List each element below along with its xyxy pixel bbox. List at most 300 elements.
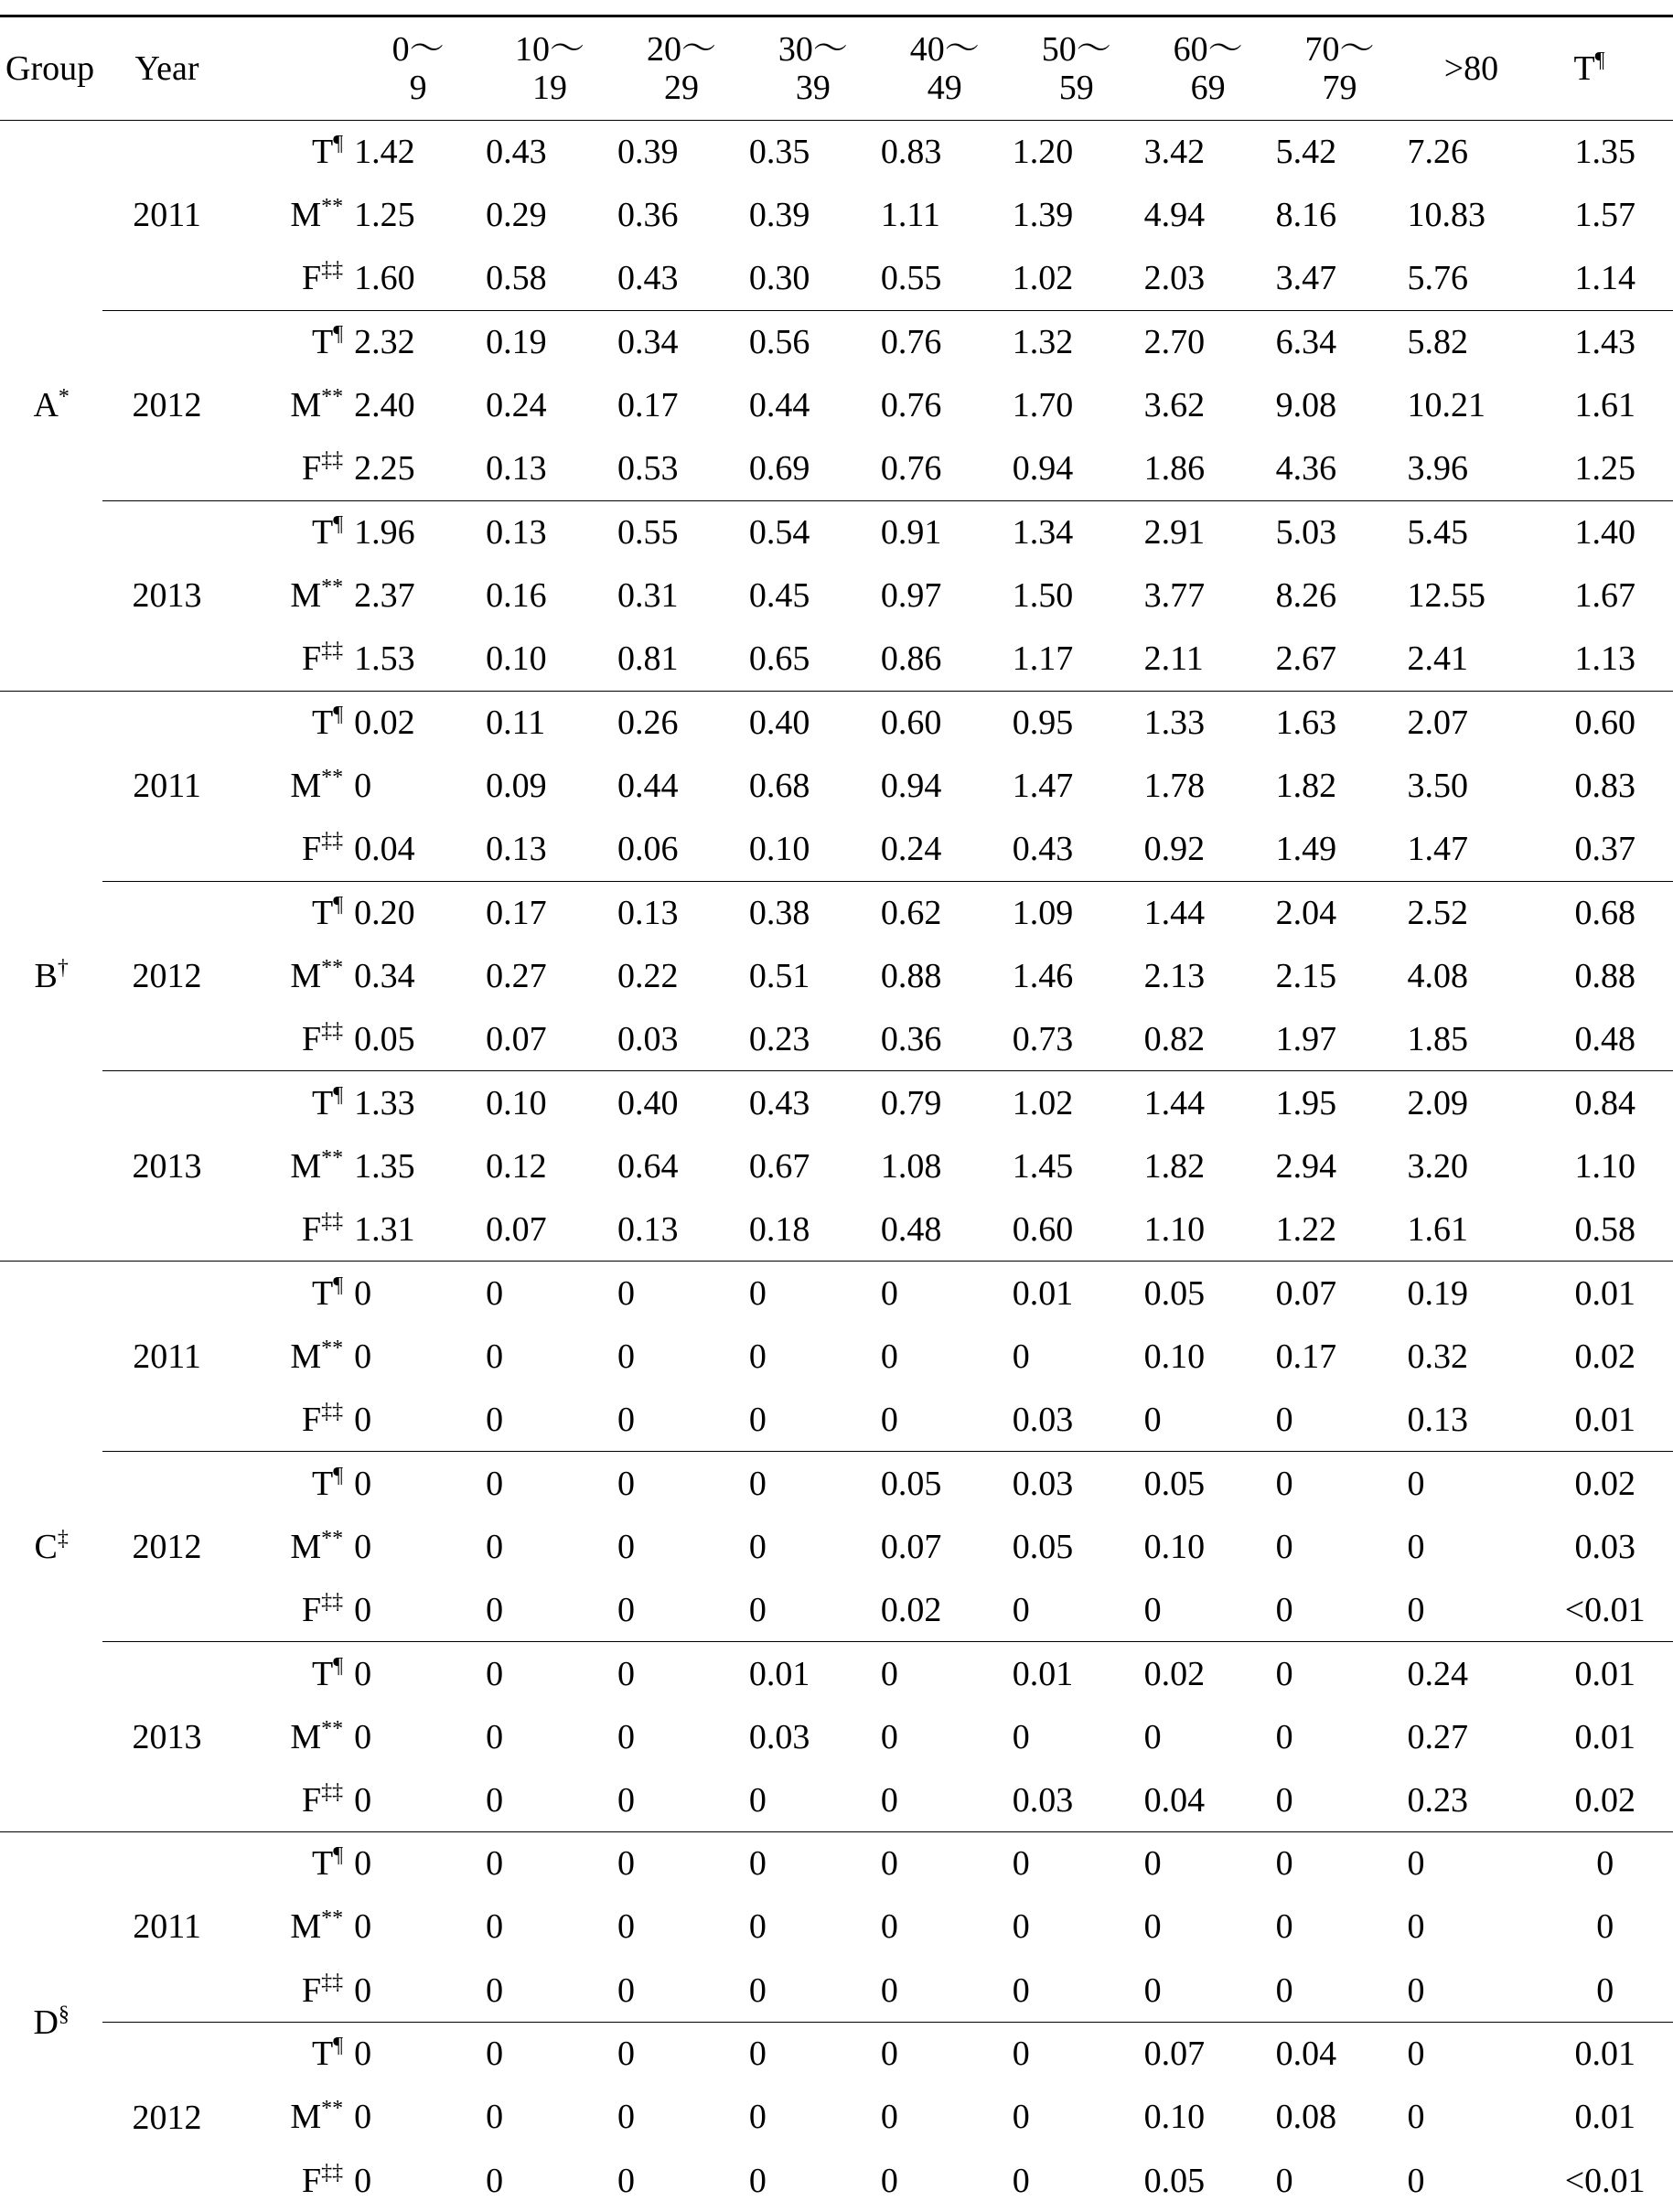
value-cell: 0.24 <box>1406 1642 1538 1705</box>
value-cell: 0 <box>1274 1642 1406 1705</box>
sex-label: M** <box>231 944 352 1007</box>
value-cell: 0 <box>352 1705 484 1768</box>
value-cell: 0.03 <box>1011 1388 1142 1451</box>
value-cell: 0.62 <box>879 881 1011 944</box>
value-cell: 2.15 <box>1274 944 1406 1007</box>
value-cell: 0.10 <box>1142 1325 1274 1388</box>
value-cell: 0 <box>616 1642 747 1705</box>
value-cell: 0 <box>879 1325 1011 1388</box>
value-cell: 1.44 <box>1142 881 1274 944</box>
year-label: 2012 <box>102 2022 231 2212</box>
table-row <box>0 1959 1673 2022</box>
value-cell: 0 <box>1011 2022 1142 2085</box>
value-cell: 0.64 <box>616 1134 747 1197</box>
sex-label: T¶ <box>231 1832 352 1895</box>
header-age-80plus: >80 <box>1406 16 1538 121</box>
value-cell: 0 <box>879 2149 1011 2212</box>
value-cell: 1.53 <box>352 628 484 691</box>
value-cell: 0 <box>747 1895 879 1959</box>
value-cell: 1.08 <box>879 1134 1011 1197</box>
value-cell: 0.30 <box>747 247 879 310</box>
value-cell: 1.17 <box>1011 628 1142 691</box>
value-cell: 2.04 <box>1274 881 1406 944</box>
total-cell: 1.13 <box>1537 628 1673 691</box>
sex-label: F‡‡ <box>231 1578 352 1641</box>
value-cell: 0.13 <box>616 881 747 944</box>
value-cell: 0.13 <box>484 818 616 881</box>
value-cell: 0 <box>616 1388 747 1451</box>
table-row <box>0 184 1673 247</box>
sex-label: F‡‡ <box>231 247 352 310</box>
value-cell: 0.05 <box>1142 2149 1274 2212</box>
value-cell: 0 <box>484 2022 616 2085</box>
total-cell: 1.40 <box>1537 500 1673 564</box>
value-cell: 0 <box>747 1325 879 1388</box>
value-cell: 0 <box>879 1832 1011 1895</box>
table-row <box>0 247 1673 310</box>
value-cell: 0.16 <box>484 564 616 628</box>
value-cell: 1.70 <box>1011 374 1142 437</box>
value-cell: 0 <box>1274 1895 1406 1959</box>
year-label: 2011 <box>102 1262 231 1452</box>
table-body <box>0 121 1673 2212</box>
group-label: C‡ <box>0 1262 102 1832</box>
value-cell: 0 <box>616 1325 747 1388</box>
value-cell: 0 <box>747 1768 879 1831</box>
header-age-0: 0～ 9 <box>352 16 484 121</box>
value-cell: 8.26 <box>1274 564 1406 628</box>
value-cell: 0 <box>616 1452 747 1515</box>
value-cell: 6.34 <box>1274 310 1406 373</box>
total-cell: 0.60 <box>1537 691 1673 754</box>
table-row <box>0 1262 1673 1325</box>
value-cell: 0 <box>1011 1895 1142 1959</box>
value-cell: 0 <box>484 1578 616 1641</box>
total-cell: 0.01 <box>1537 1262 1673 1325</box>
value-cell: 0 <box>1142 1388 1274 1451</box>
value-cell: 0 <box>352 1388 484 1451</box>
value-cell: 0 <box>352 1895 484 1959</box>
total-cell: 1.43 <box>1537 310 1673 373</box>
value-cell: 0 <box>616 1959 747 2022</box>
year-label: 2011 <box>102 1832 231 2023</box>
value-cell: 0 <box>1011 1832 1142 1895</box>
table-row <box>0 564 1673 628</box>
total-cell: 1.61 <box>1537 374 1673 437</box>
value-cell: 1.44 <box>1142 1071 1274 1134</box>
total-cell: 1.35 <box>1537 121 1673 184</box>
value-cell: 0.13 <box>1406 1388 1538 1451</box>
value-cell: 3.96 <box>1406 437 1538 500</box>
value-cell: 0.43 <box>747 1071 879 1134</box>
value-cell: 5.82 <box>1406 310 1538 373</box>
value-cell: 0 <box>1142 1705 1274 1768</box>
value-cell: 9.08 <box>1274 374 1406 437</box>
value-cell: 0 <box>484 1832 616 1895</box>
value-cell: 1.33 <box>352 1071 484 1134</box>
value-cell: 0 <box>879 2086 1011 2149</box>
total-cell: 0.02 <box>1537 1768 1673 1831</box>
value-cell: 0 <box>616 1705 747 1768</box>
value-cell: 0 <box>1274 1578 1406 1641</box>
value-cell: 1.25 <box>352 184 484 247</box>
value-cell: 0.23 <box>1406 1768 1538 1831</box>
value-cell: 0.04 <box>1274 2022 1406 2085</box>
value-cell: 0.06 <box>616 818 747 881</box>
value-cell: 0.34 <box>616 310 747 373</box>
value-cell: 0.58 <box>484 247 616 310</box>
value-cell: 1.47 <box>1406 818 1538 881</box>
header-age-60: 60～ 69 <box>1142 16 1274 121</box>
value-cell: 0.39 <box>616 121 747 184</box>
value-cell: 0.34 <box>352 944 484 1007</box>
value-cell: 0.31 <box>616 564 747 628</box>
value-cell: 0 <box>352 1515 484 1578</box>
table-row <box>0 1895 1673 1959</box>
sex-label: F‡‡ <box>231 2149 352 2212</box>
table-row <box>0 121 1673 184</box>
value-cell: 0 <box>352 1262 484 1325</box>
value-cell: 0.76 <box>879 374 1011 437</box>
total-cell: 0.48 <box>1537 1008 1673 1071</box>
value-cell: 0.92 <box>1142 818 1274 881</box>
value-cell: 0.29 <box>484 184 616 247</box>
value-cell: 2.41 <box>1406 628 1538 691</box>
value-cell: 5.03 <box>1274 500 1406 564</box>
value-cell: 0.39 <box>747 184 879 247</box>
value-cell: 0.04 <box>1142 1768 1274 1831</box>
value-cell: 5.76 <box>1406 247 1538 310</box>
value-cell: 3.20 <box>1406 1134 1538 1197</box>
sex-label: F‡‡ <box>231 1198 352 1262</box>
table-row <box>0 2022 1673 2085</box>
value-cell: 1.42 <box>352 121 484 184</box>
value-cell: 0 <box>484 1705 616 1768</box>
value-cell: 0.13 <box>484 437 616 500</box>
value-cell: 0 <box>352 2149 484 2212</box>
header-sex <box>231 16 352 121</box>
total-cell: 0 <box>1537 1832 1673 1895</box>
sex-label: T¶ <box>231 310 352 373</box>
value-cell: 0 <box>1274 1705 1406 1768</box>
value-cell: 0 <box>747 1959 879 2022</box>
value-cell: 2.32 <box>352 310 484 373</box>
sex-label: F‡‡ <box>231 1768 352 1831</box>
sex-label: M** <box>231 564 352 628</box>
value-cell: 0.83 <box>879 121 1011 184</box>
value-cell: 0.67 <box>747 1134 879 1197</box>
header-group: Group <box>0 16 102 121</box>
value-cell: 0.53 <box>616 437 747 500</box>
total-cell: 1.14 <box>1537 247 1673 310</box>
value-cell: 0.27 <box>484 944 616 1007</box>
value-cell: 2.91 <box>1142 500 1274 564</box>
value-cell: 0 <box>1274 2149 1406 2212</box>
table-row <box>0 1768 1673 1831</box>
value-cell: 1.34 <box>1011 500 1142 564</box>
value-cell: 0 <box>1142 1832 1274 1895</box>
value-cell: 0.43 <box>1011 818 1142 881</box>
value-cell: 0 <box>484 1388 616 1451</box>
group-label: A* <box>0 121 102 692</box>
value-cell: 1.61 <box>1406 1198 1538 1262</box>
table-row <box>0 1452 1673 1515</box>
value-cell: 1.10 <box>1142 1198 1274 1262</box>
table-row <box>0 500 1673 564</box>
table-row <box>0 1008 1673 1071</box>
header-year: Year <box>102 16 231 121</box>
sex-label: F‡‡ <box>231 1008 352 1071</box>
sex-label: M** <box>231 1325 352 1388</box>
value-cell: 0 <box>1406 1959 1538 2022</box>
table-row <box>0 691 1673 754</box>
value-cell: 0 <box>747 1578 879 1641</box>
total-cell: 0.01 <box>1537 1388 1673 1451</box>
value-cell: 0 <box>747 2022 879 2085</box>
value-cell: 0.76 <box>879 437 1011 500</box>
value-cell: 0.17 <box>616 374 747 437</box>
value-cell: 0.44 <box>747 374 879 437</box>
value-cell: 3.50 <box>1406 754 1538 817</box>
value-cell: 2.11 <box>1142 628 1274 691</box>
total-cell: 0.37 <box>1537 818 1673 881</box>
value-cell: 1.60 <box>352 247 484 310</box>
value-cell: 0.95 <box>1011 691 1142 754</box>
table-row <box>0 944 1673 1007</box>
total-cell: 0 <box>1537 1959 1673 2022</box>
value-cell: 0.24 <box>879 818 1011 881</box>
value-cell: 0 <box>1011 1578 1142 1641</box>
table-row <box>0 1515 1673 1578</box>
value-cell: 0 <box>352 754 484 817</box>
value-cell: 5.45 <box>1406 500 1538 564</box>
value-cell: 0 <box>352 2022 484 2085</box>
value-cell: 0 <box>747 2149 879 2212</box>
header-age-10: 10～ 19 <box>484 16 616 121</box>
table-row <box>0 1705 1673 1768</box>
total-cell: 0.88 <box>1537 944 1673 1007</box>
value-cell: 0 <box>616 2149 747 2212</box>
value-cell: 0 <box>879 1705 1011 1768</box>
value-cell: 0 <box>484 1452 616 1515</box>
value-cell: 1.11 <box>879 184 1011 247</box>
value-cell: 0.01 <box>1011 1642 1142 1705</box>
value-cell: 0.97 <box>879 564 1011 628</box>
value-cell: 0.01 <box>747 1642 879 1705</box>
value-cell: 0.51 <box>747 944 879 1007</box>
value-cell: 0 <box>1406 1895 1538 1959</box>
value-cell: 10.21 <box>1406 374 1538 437</box>
value-cell: 1.33 <box>1142 691 1274 754</box>
value-cell: 1.96 <box>352 500 484 564</box>
value-cell: 0 <box>879 1895 1011 1959</box>
value-cell: 0 <box>352 2086 484 2149</box>
total-cell: 1.10 <box>1537 1134 1673 1197</box>
value-cell: 0.94 <box>879 754 1011 817</box>
value-cell: 0.88 <box>879 944 1011 1007</box>
value-cell: 0 <box>747 1388 879 1451</box>
value-cell: 1.39 <box>1011 184 1142 247</box>
value-cell: 0.07 <box>1142 2022 1274 2085</box>
sex-label: F‡‡ <box>231 628 352 691</box>
header-total: T¶ <box>1537 16 1673 121</box>
value-cell: 2.94 <box>1274 1134 1406 1197</box>
value-cell: 4.36 <box>1274 437 1406 500</box>
value-cell: 0.22 <box>616 944 747 1007</box>
year-label: 2013 <box>102 1071 231 1262</box>
value-cell: 0 <box>352 1768 484 1831</box>
value-cell: 1.31 <box>352 1198 484 1262</box>
value-cell: 0.36 <box>616 184 747 247</box>
value-cell: 0 <box>484 1895 616 1959</box>
value-cell: 2.37 <box>352 564 484 628</box>
table-row <box>0 1198 1673 1262</box>
value-cell: 0 <box>1142 1895 1274 1959</box>
value-cell: 0.60 <box>879 691 1011 754</box>
value-cell: 0.02 <box>1142 1642 1274 1705</box>
value-cell: 0 <box>484 1515 616 1578</box>
sex-label: F‡‡ <box>231 1388 352 1451</box>
value-cell: 0.10 <box>747 818 879 881</box>
header-age-50: 50～ 59 <box>1011 16 1142 121</box>
value-cell: 0 <box>1406 2149 1538 2212</box>
value-cell: 1.02 <box>1011 1071 1142 1134</box>
value-cell: 0 <box>747 1262 879 1325</box>
value-cell: 0.24 <box>484 374 616 437</box>
header-age-30: 30～ 39 <box>747 16 879 121</box>
year-label: 2011 <box>102 691 231 881</box>
value-cell: 0.48 <box>879 1198 1011 1262</box>
value-cell: 0 <box>1406 2022 1538 2085</box>
value-cell: 0.17 <box>484 881 616 944</box>
value-cell: 0.20 <box>352 881 484 944</box>
value-cell: 0 <box>616 2022 747 2085</box>
total-cell: 0.02 <box>1537 1325 1673 1388</box>
value-cell: 0.79 <box>879 1071 1011 1134</box>
value-cell: 0.73 <box>1011 1008 1142 1071</box>
value-cell: 0 <box>1274 1959 1406 2022</box>
value-cell: 2.52 <box>1406 881 1538 944</box>
value-cell: 0 <box>879 1388 1011 1451</box>
value-cell: 0 <box>879 1262 1011 1325</box>
value-cell: 0 <box>484 1642 616 1705</box>
value-cell: 2.25 <box>352 437 484 500</box>
total-cell: 0.84 <box>1537 1071 1673 1134</box>
value-cell: 0.40 <box>747 691 879 754</box>
value-cell: 0 <box>484 2149 616 2212</box>
value-cell: 1.85 <box>1406 1008 1538 1071</box>
value-cell: 0.65 <box>747 628 879 691</box>
header-age-20: 20～ 29 <box>616 16 747 121</box>
value-cell: 3.42 <box>1142 121 1274 184</box>
total-cell: 0.01 <box>1537 2086 1673 2149</box>
value-cell: 0.19 <box>1406 1262 1538 1325</box>
value-cell: 2.09 <box>1406 1071 1538 1134</box>
total-cell: <0.01 <box>1537 1578 1673 1641</box>
table-row <box>0 374 1673 437</box>
value-cell: 0.04 <box>352 818 484 881</box>
total-cell: 0.83 <box>1537 754 1673 817</box>
value-cell: 0 <box>1406 1452 1538 1515</box>
sex-label: F‡‡ <box>231 818 352 881</box>
data-table <box>0 15 1673 2212</box>
value-cell: 0.32 <box>1406 1325 1538 1388</box>
value-cell: 0 <box>1011 2149 1142 2212</box>
value-cell: 0 <box>616 1578 747 1641</box>
value-cell: 0 <box>747 2086 879 2149</box>
sex-label: M** <box>231 1515 352 1578</box>
value-cell: 0.55 <box>616 500 747 564</box>
table-row <box>0 881 1673 944</box>
value-cell: 0 <box>879 1768 1011 1831</box>
sex-label: T¶ <box>231 121 352 184</box>
value-cell: 0.35 <box>747 121 879 184</box>
value-cell: 0.17 <box>1274 1325 1406 1388</box>
value-cell: 0.07 <box>484 1008 616 1071</box>
value-cell: 0 <box>1406 2086 1538 2149</box>
sex-label: M** <box>231 1134 352 1197</box>
total-cell: 0 <box>1537 1895 1673 1959</box>
value-cell: 0.76 <box>879 310 1011 373</box>
table-row <box>0 2149 1673 2212</box>
value-cell: 0.43 <box>484 121 616 184</box>
sex-label: T¶ <box>231 691 352 754</box>
value-cell: 1.32 <box>1011 310 1142 373</box>
sex-label: T¶ <box>231 1262 352 1325</box>
total-cell: 0.01 <box>1537 1642 1673 1705</box>
value-cell: 0.19 <box>484 310 616 373</box>
value-cell: 0.44 <box>616 754 747 817</box>
total-cell: 0.03 <box>1537 1515 1673 1578</box>
value-cell: 0 <box>616 1832 747 1895</box>
value-cell: 0 <box>1406 1832 1538 1895</box>
value-cell: 0 <box>616 2086 747 2149</box>
value-cell: 0.10 <box>1142 2086 1274 2149</box>
sex-label: T¶ <box>231 500 352 564</box>
value-cell: 7.26 <box>1406 121 1538 184</box>
value-cell: 2.67 <box>1274 628 1406 691</box>
value-cell: 0.02 <box>352 691 484 754</box>
table-header <box>0 16 1673 121</box>
total-cell: 1.57 <box>1537 184 1673 247</box>
total-cell: <0.01 <box>1537 2149 1673 2212</box>
value-cell: 0.69 <box>747 437 879 500</box>
value-cell: 0 <box>1011 2086 1142 2149</box>
table-row <box>0 818 1673 881</box>
value-cell: 0 <box>1274 1515 1406 1578</box>
table-row <box>0 754 1673 817</box>
value-cell: 0.03 <box>1011 1768 1142 1831</box>
sex-label: M** <box>231 374 352 437</box>
value-cell: 0 <box>352 1578 484 1641</box>
value-cell: 0 <box>1274 1388 1406 1451</box>
value-cell: 1.95 <box>1274 1071 1406 1134</box>
value-cell: 0 <box>352 1832 484 1895</box>
value-cell: 0 <box>484 1959 616 2022</box>
group-label: B† <box>0 691 102 1262</box>
total-cell: 0.58 <box>1537 1198 1673 1262</box>
total-cell: 0.01 <box>1537 1705 1673 1768</box>
table-row <box>0 1832 1673 1895</box>
value-cell: 0.13 <box>616 1198 747 1262</box>
total-cell: 1.67 <box>1537 564 1673 628</box>
sex-label: M** <box>231 754 352 817</box>
value-cell: 1.02 <box>1011 247 1142 310</box>
value-cell: 0.55 <box>879 247 1011 310</box>
sex-label: M** <box>231 1895 352 1959</box>
value-cell: 0.07 <box>879 1515 1011 1578</box>
value-cell: 0.12 <box>484 1134 616 1197</box>
